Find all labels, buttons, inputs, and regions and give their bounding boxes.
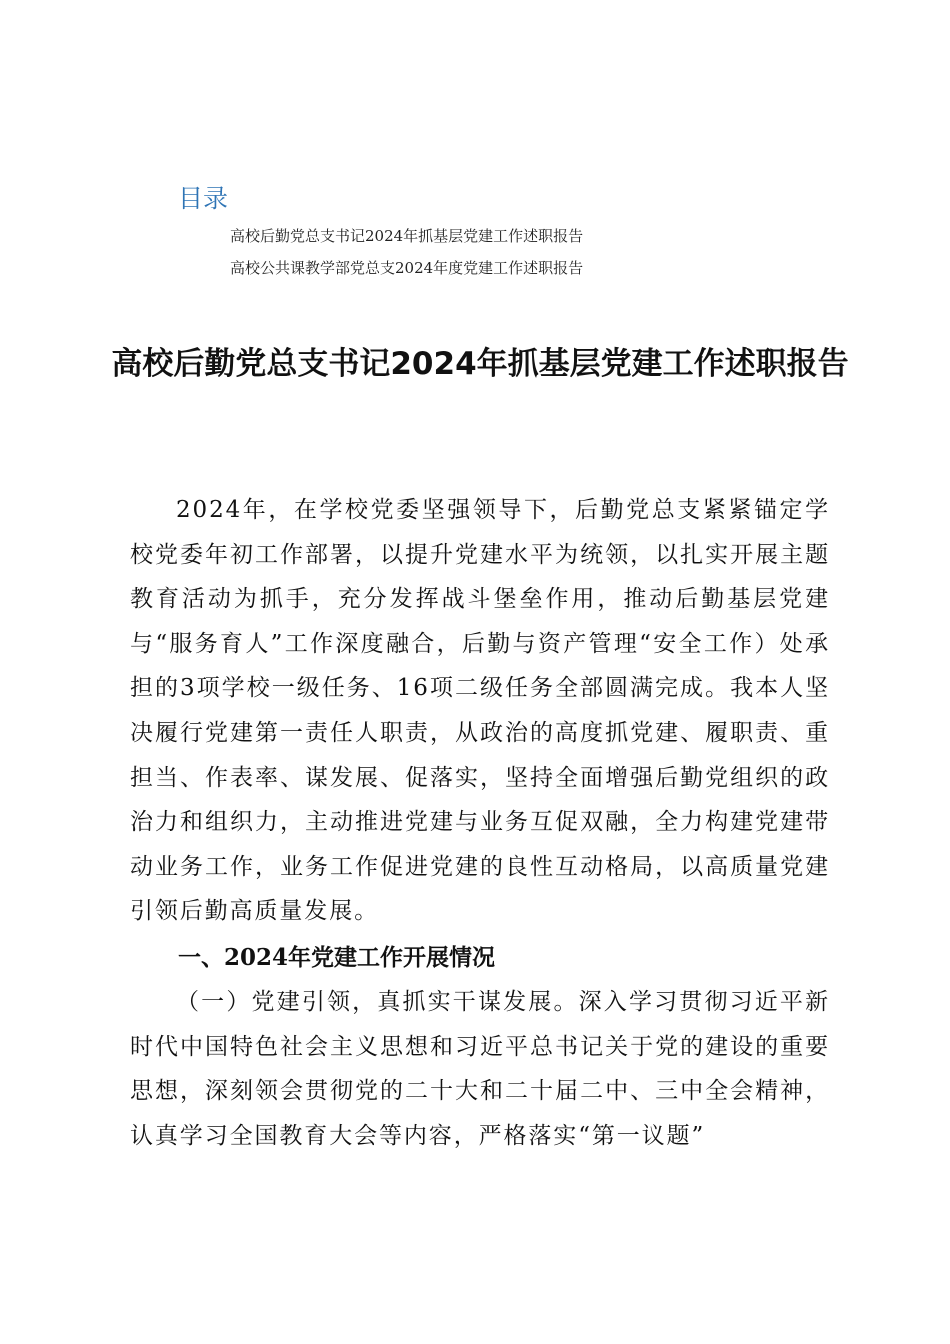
intro-paragraph: 2024年，在学校党委坚强领导下，后勤党总支紧紧锚定学校党委年初工作部署，以提升党建水平为统领，以扎实开展主题教育活动为抓手，充分发挥战斗堡垒作用，推动后勤基层党建与“服务育人”工作深度融合，后勤与资产管理“安全工作）处承担的3项学校一级任务、16项二级任务全部圆满完成。我本人坚决履行党建第一责任人职责，从政治的高度抓党建、履职责、重担当、作表率、谋发展、促落实，坚持全面增强后勤党组织的政治力和组织力，主动推进党建与业务互促双融，全力构建党建带动业务工作，业务工作促进党建的良性互动格局，以高质量党建引领后勤高质量发展。 [130, 497, 830, 925]
subsection-paragraph: （一）党建引领，真抓实干谋发展。深入学习贯彻习近平新时代中国特色社会主义思想和习近平总书记关于党的建设的重要思想，深刻领会贯彻党的二十大和二十届二中、三中全会精神，认真学习全国教育大会等内容，严格落实“第一议题” [130, 989, 830, 1149]
toc-item-2[interactable]: 高校公共课教学部党总支2024年度党建工作述职报告 [230, 259, 584, 277]
toc-item-1[interactable]: 高校后勤党总支书记2024年抓基层党建工作述职报告 [230, 227, 584, 245]
table-of-contents [178, 182, 738, 278]
document-title: 高校后勤党总支书记2024年抓基层党建工作述职报告 [111, 346, 849, 382]
toc-heading: 目录 [178, 184, 229, 213]
section-heading-1: 一、2024年党建工作开展情况 [178, 944, 496, 971]
